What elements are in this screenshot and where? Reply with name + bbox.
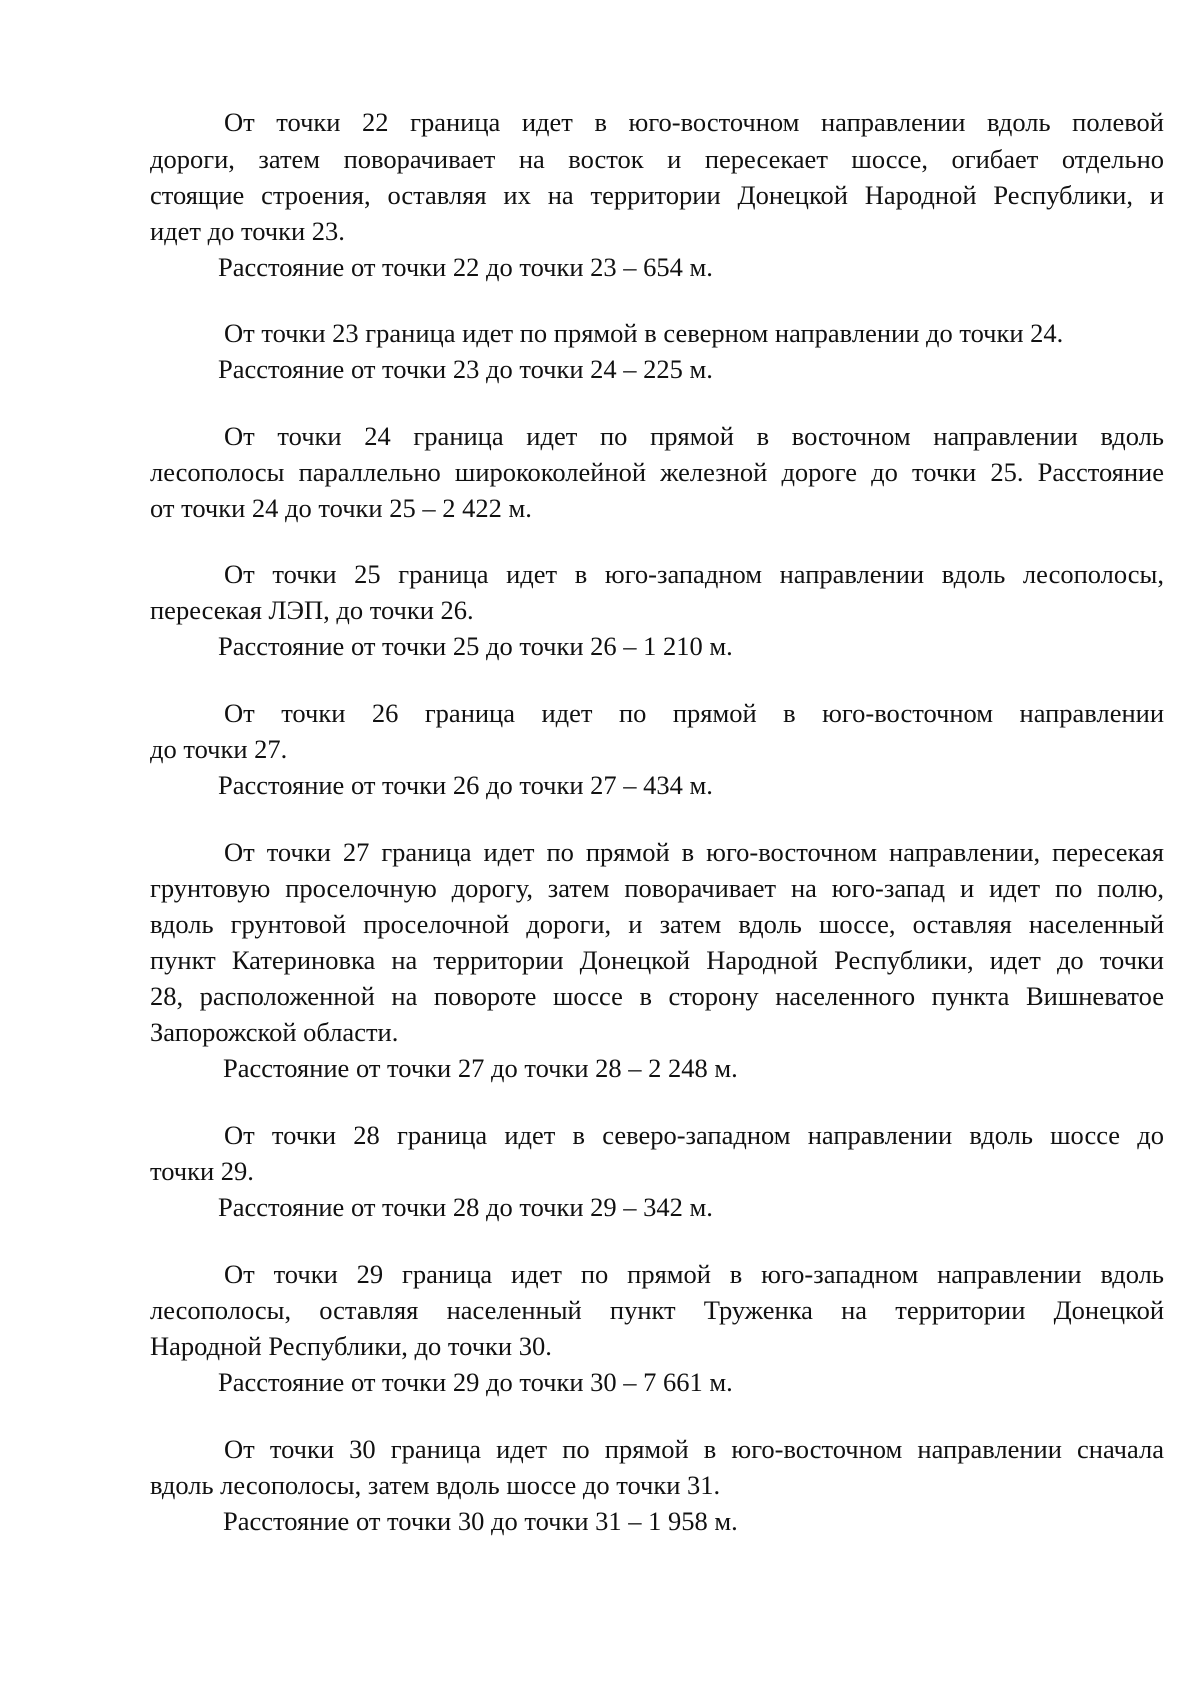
distance-30-31: Расстояние от точки 30 до точки 31 – 1 958 м. [223,1506,738,1536]
paragraph-9-line-1: От точки 30 граница идет по прямой в юго-восточном направлении сначала [224,1434,1164,1464]
distance-22-23: Расстояние от точки 22 до точки 23 – 654 м. [218,252,713,282]
paragraph-6-line-2: грунтовую проселочную дорогу, затем поворачивает на юго-запад и идет по полю, [150,873,1164,903]
paragraph-8-line-1: От точки 29 граница идет по прямой в юго-западном направлении вдоль [224,1259,1164,1289]
paragraph-4-line-2: пересекая ЛЭП, до точки 26. [150,595,474,625]
distance-25-26: Расстояние от точки 25 до точки 26 – 1 210 м. [218,631,733,661]
paragraph-3-line-2: лесополосы параллельно ширококолейной железной дороге до точки 25. Расстояние [150,457,1164,487]
paragraph-4-line-1: От точки 25 граница идет в юго-западном направлении вдоль лесополосы, [224,559,1164,589]
paragraph-1-line-2: дороги, затем поворачивает на восток и пересекает шоссе, огибает отдельно [150,144,1164,174]
distance-23-24: Расстояние от точки 23 до точки 24 – 225 м. [218,354,713,384]
distance-28-29: Расстояние от точки 28 до точки 29 – 342 м. [218,1192,713,1222]
distance-29-30: Расстояние от точки 29 до точки 30 – 7 661 м. [218,1367,733,1397]
paragraph-3-line-3: от точки 24 до точки 25 – 2 422 м. [150,493,532,523]
paragraph-6-line-3: вдоль грунтовой проселочной дороги, и затем вдоль шоссе, оставляя населенный [150,909,1164,939]
distance-26-27: Расстояние от точки 26 до точки 27 – 434 м. [218,770,713,800]
paragraph-3-line-1: От точки 24 граница идет по прямой в восточном направлении вдоль [224,421,1164,451]
paragraph-1-line-3: стоящие строения, оставляя их на территории Донецкой Народной Республики, и [150,180,1164,210]
paragraph-1-line-4: идет до точки 23. [150,216,345,246]
paragraph-8-line-2: лесополосы, оставляя населенный пункт Труженка на территории Донецкой [150,1295,1164,1325]
paragraph-6-line-5: 28, расположенной на повороте шоссе в сторону населенного пункта Вишневатое [150,981,1164,1011]
paragraph-1-line-1: От точки 22 граница идет в юго-восточном направлении вдоль полевой [224,107,1164,137]
paragraph-5-line-1: От точки 26 граница идет по прямой в юго-восточном направлении [224,698,1164,728]
paragraph-2-line-1: От точки 23 граница идет по прямой в северном направлении до точки 24. [224,318,1064,348]
paragraph-6-line-4: пункт Катериновка на территории Донецкой Народной Республики, идет до точки [150,945,1164,975]
paragraph-7-line-1: От точки 28 граница идет в северо-западном направлении вдоль шоссе до [224,1120,1164,1150]
paragraph-8-line-3: Народной Республики, до точки 30. [150,1331,552,1361]
distance-27-28: Расстояние от точки 27 до точки 28 – 2 248 м. [223,1053,738,1083]
paragraph-6-line-6: Запорожской области. [150,1017,399,1047]
paragraph-7-line-2: точки 29. [150,1156,254,1186]
paragraph-9-line-2: вдоль лесополосы, затем вдоль шоссе до точки 31. [150,1470,721,1500]
paragraph-6-line-1: От точки 27 граница идет по прямой в юго-восточном направлении, пересекая [224,837,1164,867]
paragraph-5-line-2: до точки 27. [150,734,288,764]
